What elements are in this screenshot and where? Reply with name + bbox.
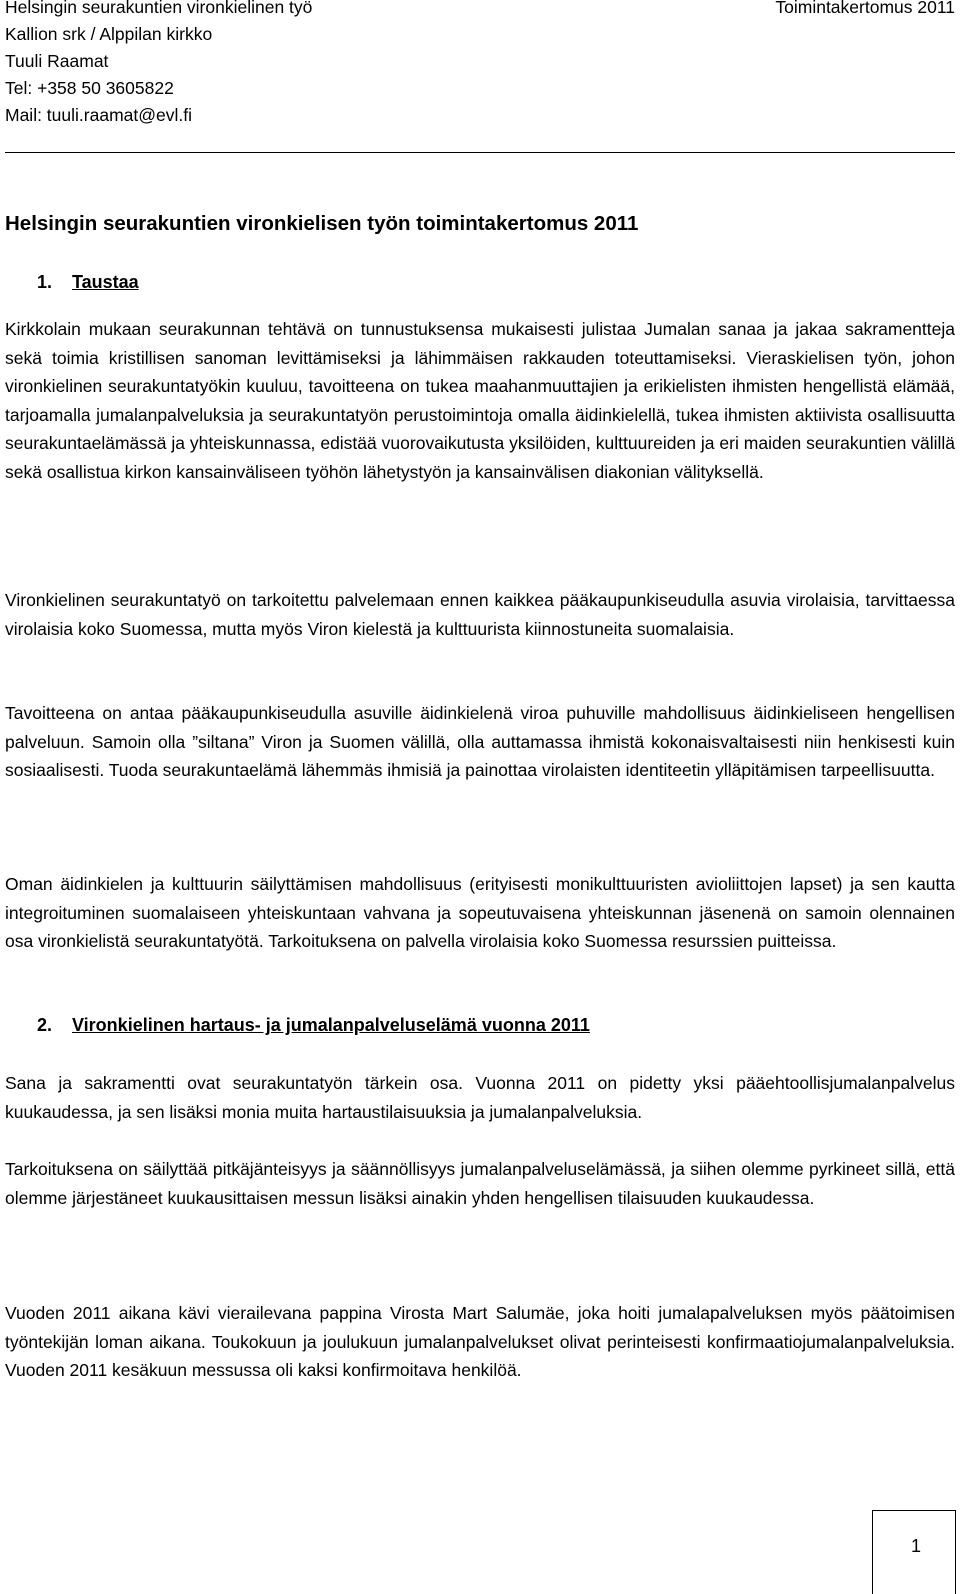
paragraph: Oman äidinkielen ja kulttuurin säilyttämisen mahdollisuus (erityisesti monikulttuuristen avioliittojen lapset) ja sen kautta integroituminen suomalaiseen yhteiskuntaan vahvana ja sopeutuvaisena yhteiskunnan jäsenenä on samoin olennainen osa vironkielistä seurakuntatyötä. Tarkoituksena on palvella virolaisia koko Suomessa resurssien puitteissa. — [5, 874, 955, 952]
header-location: Kallion srk / Alppilan kirkko — [5, 24, 213, 44]
paragraph: Tarkoituksena on säilyttää pitkäjänteisyys ja säännöllisyys jumalanpalveluselämässä, ja siihen olemme pyrkineet sillä, että olemme järjestäneet kuukausittaisen messun lisäksi ainakin yhden hengellisen tilaisuuden kuukaudessa. — [5, 1159, 955, 1208]
header-contact-name: Tuuli Raamat — [5, 51, 109, 71]
paragraph: Sana ja sakramentti ovat seurakuntatyön tärkein osa. Vuonna 2011 on pidetty yksi pääehtoollisjumalanpalvelus kuukaudessa, ja sen lisäksi monia muita hartaustilaisuuksia ja jumalanpalveluksia. — [5, 1073, 955, 1122]
header-line-5 — [5, 102, 955, 129]
section-1-heading — [37, 272, 139, 293]
header-line-3 — [5, 48, 955, 75]
page-number: 1 — [910, 1536, 921, 1556]
section-2-heading — [37, 1015, 590, 1036]
document-title: Helsingin seurakuntien vironkielisen työn toimintakertomus 2011 — [5, 212, 639, 235]
page-number-box — [872, 1510, 956, 1594]
section-number: 2. — [37, 1015, 53, 1035]
paragraph: Vuoden 2011 aikana kävi vierailevana pappina Virosta Mart Salumäe, joka hoiti jumalapalveluksen myös päätoimisen työntekijän loman aikana. Toukokuun ja joulukuun jumalanpalvelukset olivat perinteisesti konfirmaatiojumalanpalveluksia. Vuoden 2011 kesäkuun messussa oli kaksi konfirmoitava henkilöä. — [5, 1303, 955, 1381]
section-number: 1. — [37, 272, 53, 292]
paragraph: Vironkielinen seurakuntatyö on tarkoitettu palvelemaan ennen kaikkea pääkaupunkiseudulla asuvia virolaisia, tarvittaessa virolaisia koko Suomessa, mutta myös Viron kielestä ja kulttuurista kiinnostuneita suomalaisia. — [5, 590, 955, 639]
paragraph: Tavoitteena on antaa pääkaupunkiseudulla asuville äidinkielenä viroa puhuville mahdollisuus äidinkieliseen hengellisen palveluun. Samoin olla ”siltana” Viron ja Suomen välillä, olla auttamassa ihmistä kokonaisvaltaisesti niin henkisesti kuin sosiaalisesti. Tuoda seurakuntaelämä lähemmäs ihmisiä ja painottaa virolaisten identiteetin ylläpitämisen tarpeellisuutta. — [5, 703, 955, 781]
header-line-1 — [5, 0, 955, 21]
header-mail: Mail: tuuli.raamat@evl.fi — [5, 105, 192, 125]
header-phone: Tel: +358 50 3605822 — [5, 78, 174, 98]
header-line-2 — [5, 21, 955, 48]
header-divider — [5, 152, 955, 153]
header-line-4 — [5, 75, 955, 102]
paragraph: Kirkkolain mukaan seurakunnan tehtävä on tunnustuksensa mukaisesti julistaa Jumalan sanaa ja jakaa sakramentteja sekä toimia kristillisen sanoman levittämiseksi ja lähimmäisen rakkauden toteuttamiseksi. Vieraskielisen työn, johon vironkielinen seurakuntatyökin kuuluu, tavoitteena on tukea maahanmuuttajien ja erikielisten ihmisten hengellistä elämää, tarjoamalla jumalanpalveluksia ja seurakuntatyön perustoimintoja omalla äidinkielellä, tukea ihmisten aktiivista osallisuutta seurakuntaelämässä ja yhteiskunnassa, edistää vuorovaikutusta yksilöiden, kulttuureiden ja eri maiden seurakuntien välillä sekä osallistua kirkon kansainväliseen työhön lähetystyön ja kansainvälisen diakonian välityksellä. — [5, 319, 955, 482]
header-org: Helsingin seurakuntien vironkielinen työ — [5, 0, 313, 17]
header-doc-label: Toimintakertomus 2011 — [775, 0, 955, 17]
section-title: Taustaa — [72, 272, 139, 292]
section-title: Vironkielinen hartaus- ja jumalanpalveluselämä vuonna 2011 — [72, 1015, 590, 1035]
